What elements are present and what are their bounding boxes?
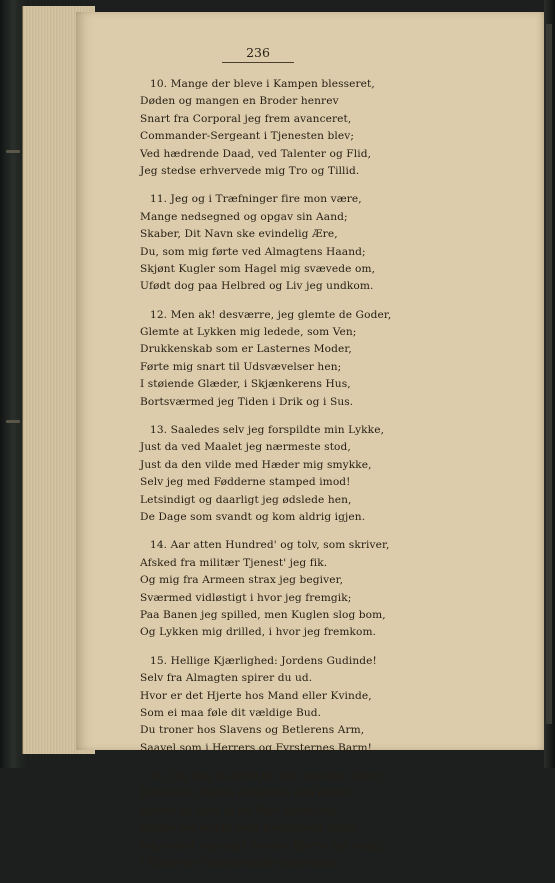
verse-line: I støiende Glæder, i Skjænkerens Hus, <box>140 378 351 391</box>
stanza <box>140 653 520 757</box>
verse-line: Paa Banen jeg spilled, men Kuglen slog bom, <box>140 608 386 621</box>
facing-page-edge <box>546 24 552 724</box>
stanza <box>140 76 520 180</box>
verse-line: Afsked fra militær Tjenest' jeg fik. <box>140 556 328 569</box>
verse-line: Du troner hos Slavens og Betlerens Arm, <box>140 724 365 737</box>
stanza <box>140 307 520 411</box>
verse-line: Hvor er det Hjerte hos Mand eller Kvinde, <box>140 689 372 702</box>
header-rule <box>222 62 294 63</box>
verse-line: Drukkenskab som er Lasternes Moder, <box>140 343 352 356</box>
stanza-first-line: 12. Men ak! desværre, jeg glemte de Goder, <box>150 308 392 321</box>
verse-line: Skjønt Kugler som Hagel mig svævede om, <box>140 262 376 275</box>
verse-line: Just da ved Maalet jeg nærmeste stod, <box>140 441 351 454</box>
verse-line: Jeg stedse erhvervede mig Tro og Tillid. <box>140 164 360 177</box>
verse-line: Just da den vilde med Hæder mig smykke, <box>140 458 372 471</box>
verse-line: Som ei maa føle dit vældige Bud. <box>140 706 322 719</box>
verse-line: Døden og mangen en Broder henrev <box>140 95 339 108</box>
verse-line: Ved hædrende Daad, ved Talenter og Flid, <box>140 147 372 160</box>
verse-line: Saavel som i Herrers og Fyrsternes Barm! <box>140 741 372 754</box>
verse-line: Bortsværmed jeg Tiden i Drik og i Sus. <box>140 395 354 408</box>
verse-line: De Dage som svandt og kom aldrig igjen. <box>140 510 366 523</box>
stanza-first-line: 13. Saaledes selv jeg forspildte min Lykke, <box>150 424 385 437</box>
verse-line: Førte mig snart til Udsvævelser hen; <box>140 360 342 373</box>
page-number: 236 <box>246 45 270 60</box>
stanza <box>140 537 520 641</box>
stanza-first-line: 16. Jeg stig nu frem til den mandige Alder, <box>150 770 383 783</box>
verse-line: Commander-Sergeant i Tjenesten blev; <box>140 130 355 143</box>
verse-line: Glemte at Lykken mig ledede, som Ven; <box>140 326 357 339</box>
verse-line: Sværmed vidløstigt i hvor jeg fremgik; <box>140 591 352 604</box>
verse-line: Jeg beiled, og snart hendes Hjerte jeg vandt, <box>140 839 386 852</box>
stanza <box>140 191 520 295</box>
stanza-first-line: 15. Hellige Kjærlighed: Jordens Gudinde! <box>150 654 377 667</box>
stanza <box>140 422 520 526</box>
verse-line: Og Lykken mig drilled, i hvor jeg fremkom. <box>140 626 377 639</box>
verse-line: Hjerte og Sind til en Pige henfalder, <box>140 804 338 817</box>
stanza-first-line: 10. Mange der bleve i Kampen blesseret, <box>150 78 375 90</box>
verse-line: Ufødt dog paa Helbred og Liv jeg undkom. <box>140 280 374 293</box>
verse-line: Skaber, Dit Navn ske evindelig Ære, <box>140 228 338 241</box>
verse-line: Og mig fra Armeen strax jeg begiver, <box>140 574 344 587</box>
spine-band <box>6 420 20 423</box>
stanza-first-line: 14. Aar atten Hundred' og tolv, som skriver, <box>150 539 390 552</box>
verse-line: Selv fra Almagten spirer du ud. <box>140 672 313 685</box>
verse-line: Mange nedsegned og opgav sin Aand; <box>140 210 348 223</box>
stanza <box>140 768 520 872</box>
verse-line: I Elskoven Timerne blide hensvandt. <box>140 857 341 870</box>
verse-line: Elskovens Fakkel antændte min Barm! <box>140 787 352 800</box>
verse-line: Letsindigt og daarligt jeg ødslede hen, <box>140 493 352 506</box>
spine-band <box>6 150 20 153</box>
stanza-first-line: 11. Jeg og i Træfninger fire mon være, <box>150 193 362 206</box>
verse-line: Selv jeg med Fødderne stamped imod! <box>140 476 351 489</box>
poem-body <box>140 76 520 883</box>
verse-line: Snart fra Corporal jeg frem avanceret, <box>140 112 352 125</box>
verse-line: Hende jeg elskte med Kjærlighed varm! <box>140 822 359 835</box>
verse-line: Du, som mig førte ved Almagtens Haand; <box>140 245 366 258</box>
